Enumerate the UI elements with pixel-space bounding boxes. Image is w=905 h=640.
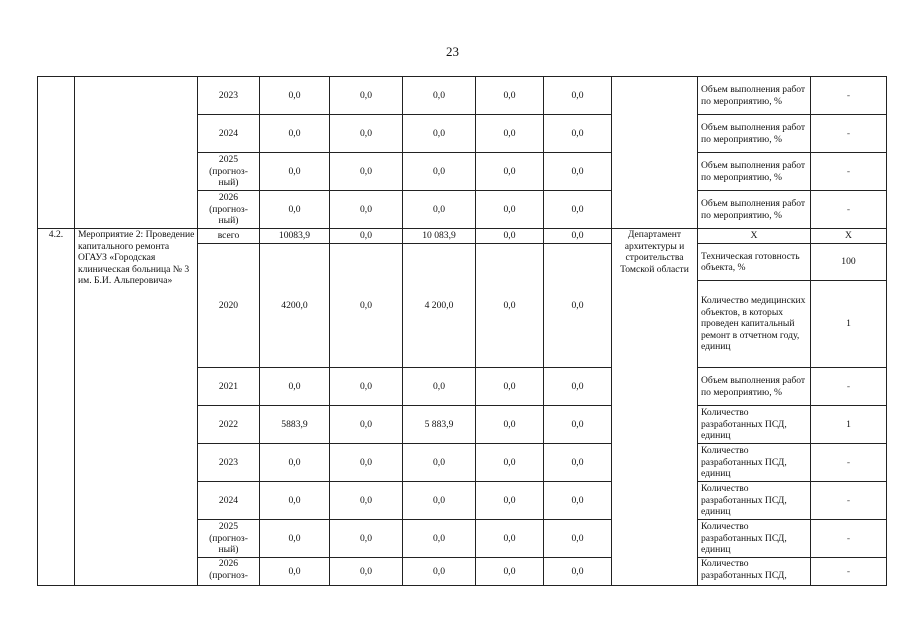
year-cell: 2026 (прогноз-	[198, 558, 260, 586]
amount-regional-cell: 4 200,0	[403, 244, 476, 368]
year-cell: 2026 (прогноз- ный)	[198, 191, 260, 229]
indicator-value-cell: -	[811, 520, 887, 558]
amount-total-cell: 0,0	[260, 115, 330, 153]
indicator-value-cell: -	[811, 444, 887, 482]
amount-local-cell: 0,0	[476, 229, 544, 244]
indicator-cell: Количество разработанных ПСД, единиц	[698, 406, 811, 444]
amount-total-cell: 0,0	[260, 368, 330, 406]
year-cell: 2023	[198, 444, 260, 482]
amount-other-cell: 0,0	[544, 244, 612, 368]
amount-regional-cell: 0,0	[403, 444, 476, 482]
indicator-value-cell: Х	[811, 229, 887, 244]
indicator-value-cell: -	[811, 115, 887, 153]
amount-regional-cell: 0,0	[403, 191, 476, 229]
amount-federal-cell: 0,0	[330, 191, 403, 229]
amount-federal-cell: 0,0	[330, 520, 403, 558]
indicator-cell: Объем выполнения работ по мероприятию, %	[698, 191, 811, 229]
indicator-cell: Количество разработанных ПСД, единиц	[698, 482, 811, 520]
measure-number: 4.2.	[38, 229, 75, 586]
amount-federal-cell: 0,0	[330, 368, 403, 406]
amount-federal-cell: 0,0	[330, 482, 403, 520]
indicator-value-cell: 100	[811, 244, 887, 281]
amount-regional-cell: 0,0	[403, 77, 476, 115]
indicator-cell: Объем выполнения работ по мероприятию, %	[698, 153, 811, 191]
amount-federal-cell: 0,0	[330, 115, 403, 153]
indicator-value-cell: 1	[811, 406, 887, 444]
amount-local-cell: 0,0	[476, 482, 544, 520]
amount-other-cell: 0,0	[544, 77, 612, 115]
amount-total-cell: 0,0	[260, 153, 330, 191]
amount-regional-cell: 0,0	[403, 558, 476, 586]
indicator-value-cell: -	[811, 153, 887, 191]
amount-federal-cell: 0,0	[330, 558, 403, 586]
indicator-cell: Объем выполнения работ по мероприятию, %	[698, 115, 811, 153]
year-cell: 2024	[198, 482, 260, 520]
amount-other-cell: 0,0	[544, 558, 612, 586]
indicator-cell: Количество разработанных ПСД, единиц	[698, 444, 811, 482]
indicator-value-cell: -	[811, 558, 887, 586]
amount-total-cell: 5883,9	[260, 406, 330, 444]
indicator-cell: Количество разработанных ПСД,	[698, 558, 811, 586]
table-row	[38, 77, 887, 115]
indicator-value-cell: -	[811, 482, 887, 520]
amount-local-cell: 0,0	[476, 77, 544, 115]
indicator-cell: Техническая готовность объекта, %	[698, 244, 811, 281]
amount-regional-cell: 10 083,9	[403, 229, 476, 244]
amount-federal-cell: 0,0	[330, 77, 403, 115]
year-cell: 2022	[198, 406, 260, 444]
amount-local-cell: 0,0	[476, 558, 544, 586]
amount-local-cell: 0,0	[476, 153, 544, 191]
year-cell: 2024	[198, 115, 260, 153]
indicator-cell: Количество медицинских объектов, в которых проведен капитальный ремонт в отчетном году, единиц	[698, 281, 811, 368]
table-row	[38, 229, 887, 244]
indicator-value-cell: -	[811, 368, 887, 406]
indicator-value-cell: 1	[811, 281, 887, 368]
year-cell: 2025 (прогноз- ный)	[198, 153, 260, 191]
executor-cell: Департамент архитектуры и строительства Томской области	[612, 229, 698, 586]
amount-total-cell: 0,0	[260, 482, 330, 520]
amount-local-cell: 0,0	[476, 244, 544, 368]
year-cell: 2020	[198, 244, 260, 368]
amount-local-cell: 0,0	[476, 368, 544, 406]
page-number: 23	[446, 44, 459, 59]
amount-local-cell: 0,0	[476, 191, 544, 229]
amount-regional-cell: 0,0	[403, 482, 476, 520]
indicator-cell: Х	[698, 229, 811, 244]
amount-federal-cell: 0,0	[330, 406, 403, 444]
amount-local-cell: 0,0	[476, 406, 544, 444]
amount-local-cell: 0,0	[476, 520, 544, 558]
amount-other-cell: 0,0	[544, 444, 612, 482]
amount-other-cell: 0,0	[544, 191, 612, 229]
amount-total-cell: 0,0	[260, 520, 330, 558]
amount-other-cell: 0,0	[544, 368, 612, 406]
amount-total-cell: 0,0	[260, 558, 330, 586]
amount-other-cell: 0,0	[544, 406, 612, 444]
indicator-cell: Объем выполнения работ по мероприятию, %	[698, 368, 811, 406]
amount-regional-cell: 5 883,9	[403, 406, 476, 444]
amount-other-cell: 0,0	[544, 520, 612, 558]
amount-federal-cell: 0,0	[330, 229, 403, 244]
amount-total-cell: 0,0	[260, 444, 330, 482]
amount-regional-cell: 0,0	[403, 520, 476, 558]
amount-total-cell: 4200,0	[260, 244, 330, 368]
amount-federal-cell: 0,0	[330, 444, 403, 482]
amount-other-cell: 0,0	[544, 229, 612, 244]
program-table	[37, 76, 887, 586]
amount-federal-cell: 0,0	[330, 244, 403, 368]
amount-local-cell: 0,0	[476, 115, 544, 153]
amount-federal-cell: 0,0	[330, 153, 403, 191]
amount-regional-cell: 0,0	[403, 153, 476, 191]
amount-total-cell: 10083,9	[260, 229, 330, 244]
indicator-cell: Количество разработанных ПСД, единиц	[698, 520, 811, 558]
amount-total-cell: 0,0	[260, 191, 330, 229]
amount-other-cell: 0,0	[544, 482, 612, 520]
measure-title: Мероприятие 2: Проведение капитального ремонта ОГАУЗ «Городская клиническая больница № 3 им. Б.И. Альперовича»	[75, 229, 198, 586]
amount-local-cell: 0,0	[476, 444, 544, 482]
amount-other-cell: 0,0	[544, 153, 612, 191]
year-cell: 2021	[198, 368, 260, 406]
indicator-cell: Объем выполнения работ по мероприятию, %	[698, 77, 811, 115]
indicator-value-cell: -	[811, 191, 887, 229]
measure-cell-empty	[75, 77, 198, 229]
executor-cell-empty	[612, 77, 698, 229]
year-cell: всего	[198, 229, 260, 244]
amount-regional-cell: 0,0	[403, 115, 476, 153]
number-cell-empty	[38, 77, 75, 229]
year-cell: 2023	[198, 77, 260, 115]
amount-other-cell: 0,0	[544, 115, 612, 153]
year-cell: 2025 (прогноз- ный)	[198, 520, 260, 558]
amount-regional-cell: 0,0	[403, 368, 476, 406]
indicator-value-cell: -	[811, 77, 887, 115]
amount-total-cell: 0,0	[260, 77, 330, 115]
